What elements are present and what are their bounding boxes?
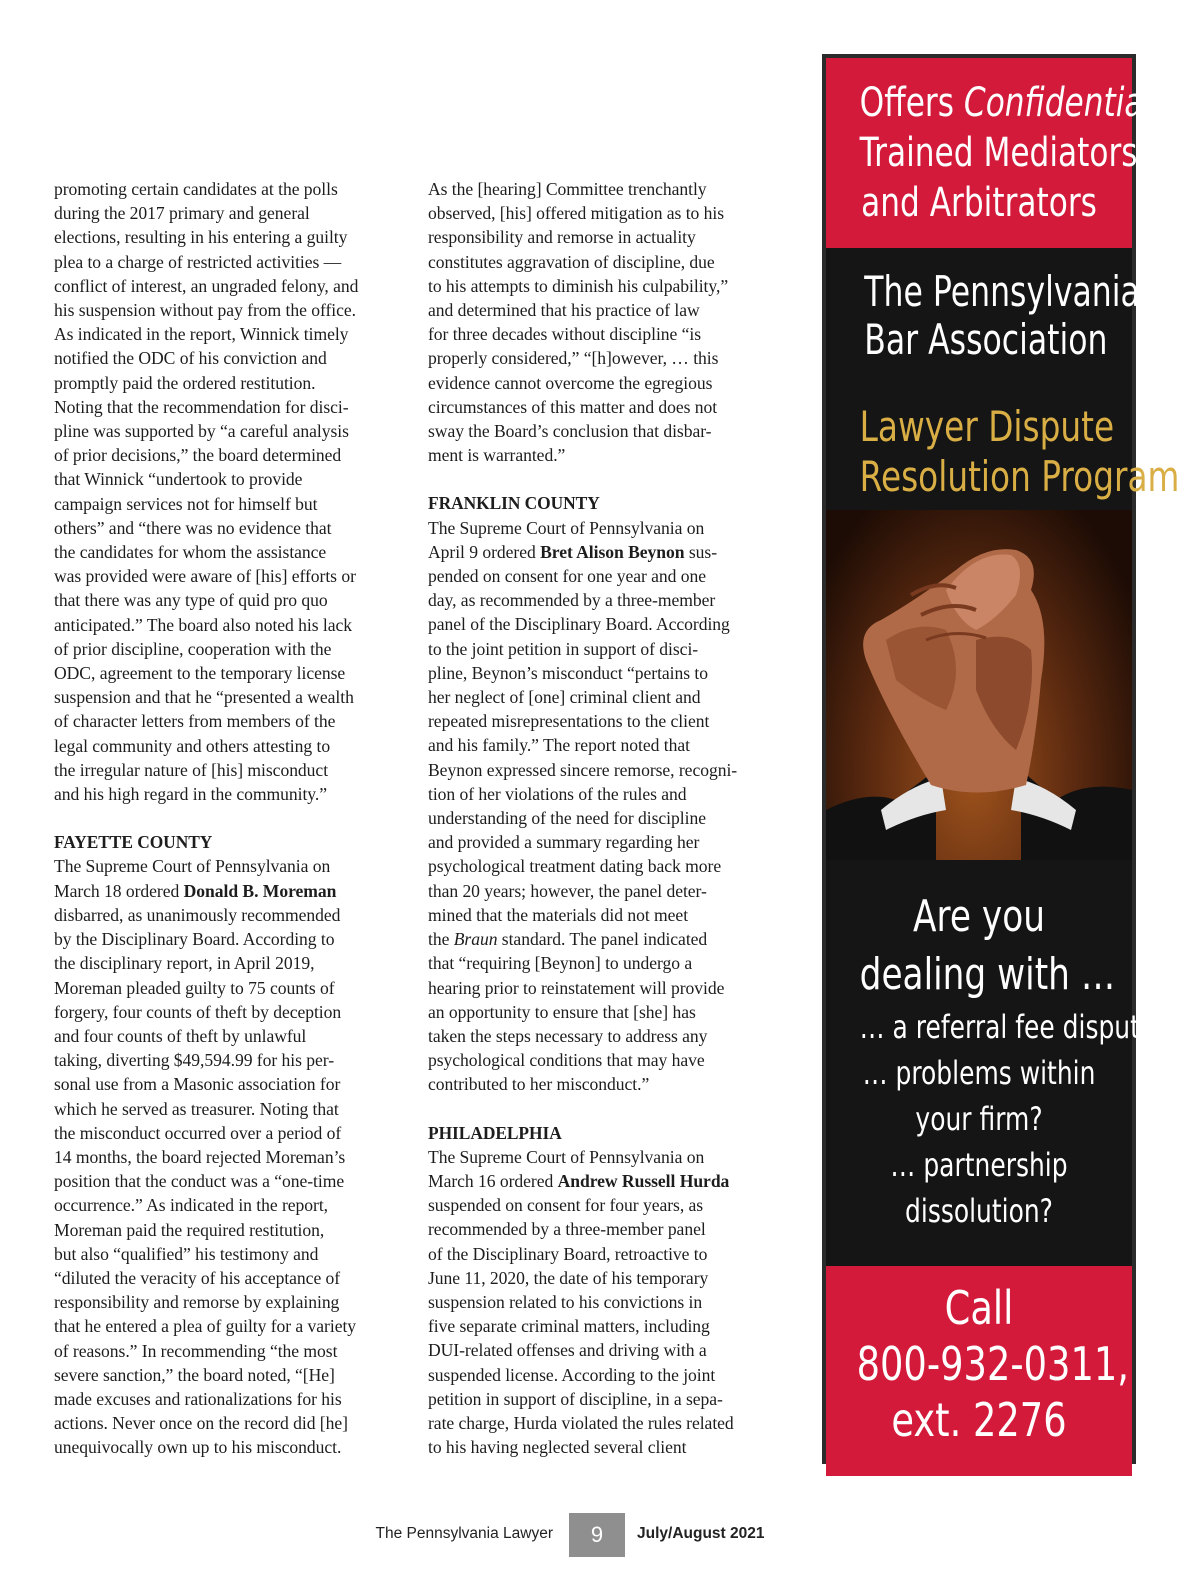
ad-call-label: Call (944, 1281, 1014, 1335)
text-line: an opportunity to ensure that [she] has (428, 1001, 696, 1022)
text-line: and provided a summary regarding her (428, 832, 700, 853)
text-line: severe sanction,” the board noted, “[He] (54, 1364, 335, 1385)
text-line: her neglect of [one] criminal client and (428, 687, 701, 708)
text-line: to his attempts to diminish his culpability,” (428, 275, 729, 296)
text-line: and his high regard in the community.” (54, 784, 328, 805)
ad-phone-extension: ext. 2276 (891, 1393, 1067, 1447)
text-line: suspended on consent for four years, as (428, 1195, 704, 1216)
ad-question-item: dissolution? (905, 1192, 1053, 1230)
text-line: made excuses and rationalizations for his (54, 1388, 342, 1409)
text-line: psychological treatment dating back more (428, 856, 722, 877)
text-line: The Supreme Court of Pennsylvania on (54, 856, 331, 877)
attorney-name: Bret Alison Beynon (540, 541, 685, 562)
text-line: constitutes aggravation of discipline, due (428, 251, 715, 272)
text-line: pline, Beynon’s misconduct “pertains to (428, 662, 708, 683)
text-line: taken the steps necessary to address any (428, 1025, 708, 1046)
text-line: suspended license. According to the joint (428, 1364, 716, 1385)
text-line: for three decades without discipline “is (428, 324, 702, 345)
text-line: pended on consent for one year and one (428, 566, 707, 587)
text-line: petition in support of discipline, in a sepa- (428, 1388, 723, 1409)
text-line: circumstances of this matter and does not (428, 396, 718, 417)
text-line: observed, [his] offered mitigation as to his (428, 203, 725, 224)
text-line: elections, resulting in his entering a guilty (54, 227, 348, 248)
text-span: March 16 ordered (428, 1170, 558, 1191)
text-line: which he served as treasurer. Noting that (54, 1098, 339, 1119)
text-line: DUI-related offenses and driving with a (428, 1340, 707, 1361)
text-line: sonal use from a Masonic association for (54, 1074, 341, 1095)
text-line: actions. Never once on the record did [he] (54, 1413, 348, 1434)
philadelphia-text (428, 1145, 773, 1460)
text-line: legal community and others attesting to (54, 735, 331, 756)
ad-program-title (826, 402, 1180, 502)
text-span: sus- (684, 541, 717, 562)
ad-headline: and Arbitrators (861, 180, 1097, 226)
text-line: recommended by a three-member panel (428, 1219, 706, 1240)
text-span: the (428, 929, 454, 950)
ad-program-line: Resolution Program (859, 452, 1180, 501)
text-line: of reasons.” In recommending “the most (54, 1340, 338, 1361)
text-line: and determined that his practice of law (428, 300, 700, 321)
text-line: pline was supported by “a careful analysis (54, 421, 349, 442)
ad-org-line: The Pennsylvania (864, 267, 1140, 316)
text-line: campaign services not for himself but (54, 493, 318, 514)
text-line: than 20 years; however, the panel deter- (428, 880, 707, 901)
ad-question-item: your firm? (915, 1100, 1043, 1138)
text-line: “diluted the veracity of his acceptance of (54, 1267, 341, 1288)
text-line: the irregular nature of [his] misconduct (54, 759, 329, 780)
text-line: but also “qualified” his testimony and (54, 1243, 319, 1264)
ad-top-banner (826, 58, 1163, 248)
text-line (428, 540, 773, 564)
page-footer (0, 1513, 1200, 1557)
ad-question-line: dealing with … (859, 949, 1116, 1000)
ad-program-line: Lawyer Dispute (859, 402, 1115, 451)
text-line: of character letters from members of the (54, 711, 336, 732)
text-line: and four counts of theft by unlawful (54, 1025, 307, 1046)
text-line: promoting certain candidates at the polls (54, 179, 338, 199)
text-line: Moreman paid the required restitution, (54, 1219, 325, 1240)
ad-headline: Trained Mediators (859, 130, 1138, 176)
text-line: of prior decisions,” the board determined (54, 445, 342, 466)
text-line: properly considered,” “[h]owever, … this (428, 348, 719, 369)
text-line (428, 1169, 773, 1193)
text-line: June 11, 2020, the date of his temporary (428, 1267, 709, 1288)
ad-question-item: … partnership (890, 1146, 1068, 1184)
text-line: repeated misrepresentations to the client (428, 711, 710, 732)
text-line: day, as recommended by a three-member (428, 590, 716, 611)
fayette-text (54, 854, 399, 1459)
text-line: during the 2017 primary and general (54, 203, 310, 224)
text-line: evidence cannot overcome the egregious (428, 372, 713, 393)
text-line: to the joint petition in support of disci- (428, 638, 699, 659)
text-line: unequivocally own up to his misconduct. (54, 1437, 342, 1458)
text-line: by the Disciplinary Board. According to (54, 929, 335, 950)
text-line: of the Disciplinary Board, retroactive to (428, 1243, 708, 1264)
text-line: that there was any type of quid pro quo (54, 590, 328, 611)
text-span: Offers (859, 80, 964, 126)
text-line: As the [hearing] Committee trenchantly (428, 179, 707, 199)
text-line: ment is warranted.” (428, 445, 566, 466)
ad-question-line: Are you (913, 891, 1045, 942)
text-line: conflict of interest, an ungraded felony, and (54, 275, 359, 296)
text-line: others” and “there was no evidence that (54, 517, 332, 538)
text-line: disbarred, as unanimously recommended (54, 904, 341, 925)
text-line: responsibility and remorse in actuality (428, 227, 696, 248)
text-line: anticipated.” The board also noted his lack (54, 614, 352, 635)
text-line: understanding of the need for discipline (428, 808, 706, 829)
text-line: hearing prior to reinstatement will provide (428, 977, 725, 998)
text-line: sway the Board’s conclusion that disbar- (428, 421, 712, 442)
text-line: his suspension without pay from the office. (54, 300, 356, 321)
column-left-intro (54, 177, 399, 806)
text-line: 14 months, the board rejected Moreman’s (54, 1146, 346, 1167)
text-line: Beynon expressed sincere remorse, recogni- (428, 759, 738, 780)
text-line: The Supreme Court of Pennsylvania on (428, 517, 705, 538)
text-line: ODC, agreement to the temporary license (54, 663, 346, 684)
text-line: panel of the Disciplinary Board. According (428, 614, 730, 635)
advertisement[interactable] (822, 54, 1180, 1464)
text-line: mined that the materials did not meet (428, 904, 689, 925)
text-line: suspension related to his convictions in (428, 1291, 703, 1312)
text-line: taking, diverting $49,594.99 for his per- (54, 1050, 335, 1071)
text-line: tion of her violations of the rules and (428, 783, 687, 804)
ad-call-banner[interactable] (826, 1266, 1132, 1476)
text-line (428, 927, 773, 951)
text-line: plea to a charge of restricted activities — (54, 251, 342, 272)
case-name: Braun (453, 929, 498, 950)
text-line: the disciplinary report, in April 2019, (54, 953, 315, 974)
text-line: As indicated in the report, Winnick timely (54, 324, 349, 345)
section-heading-fayette: FAYETTE COUNTY (54, 832, 213, 853)
text-line: of prior discipline, cooperation with the (54, 638, 332, 659)
text-span: standard. The panel indicated (497, 929, 708, 950)
text-line: that “requiring [Beynon] to undergo a (428, 953, 693, 974)
section-heading-philadelphia: PHILADELPHIA (428, 1122, 562, 1143)
clasped-hands-illustration (826, 510, 1132, 860)
text-line: five separate criminal matters, including (428, 1316, 710, 1337)
publication-name: The Pennsylvania Lawyer (375, 1525, 553, 1542)
text-line: Noting that the recommendation for disci- (54, 396, 349, 417)
text-line: that he entered a plea of guilty for a variety (54, 1316, 357, 1337)
text-line: Moreman pleaded guilty to 75 counts of (54, 977, 335, 998)
text-line: to his having neglected several client (428, 1437, 687, 1458)
text-line: and his family.” The report noted that (428, 735, 690, 756)
text-line: The Supreme Court of Pennsylvania on (428, 1146, 705, 1167)
text-line: rate charge, Hurda violated the rules related (428, 1412, 734, 1433)
text-span: March 18 ordered (54, 880, 184, 901)
text-span: Confidential, (963, 80, 1163, 126)
text-line: promptly paid the ordered restitution. (54, 372, 316, 393)
text-line: the candidates for whom the assistance (54, 542, 327, 563)
text-line: occurrence.” As indicated in the report, (54, 1195, 329, 1216)
ad-phone-number[interactable]: 800-932-0311, (856, 1337, 1129, 1391)
attorney-name: Donald B. Moreman (183, 880, 337, 901)
attorney-name: Andrew Russell Hurda (557, 1170, 730, 1191)
page-number: 9 (569, 1513, 625, 1557)
article-column-left (54, 177, 399, 1460)
text-line: suspension and that he “presented a wealth (54, 687, 354, 708)
ad-questions (826, 888, 1169, 1234)
ad-org-line: Bar Association (864, 315, 1108, 364)
text-line: contributed to her misconduct.” (428, 1074, 650, 1095)
text-line: responsibility and remorse by explaining (54, 1292, 340, 1313)
text-line: forgery, four counts of theft by deception (54, 1001, 342, 1022)
text-line: that Winnick “undertook to provide (54, 469, 303, 490)
issue-date: July/August 2021 (637, 1525, 765, 1542)
text-line: position that the conduct was a “one-time (54, 1171, 345, 1192)
text-line: notified the ODC of his conviction and (54, 348, 327, 369)
text-line (54, 879, 399, 903)
ad-question-item: … a referral fee dispute? (859, 1008, 1169, 1046)
article-column-middle (428, 177, 773, 1459)
ad-question-item: … problems within (862, 1054, 1096, 1092)
text-line: the misconduct occurred over a period of (54, 1122, 342, 1143)
ad-organization (826, 267, 1140, 364)
ad-headline (859, 78, 1163, 128)
column-middle-intro (428, 177, 773, 467)
text-line: was provided were aware of [his] efforts or (54, 566, 356, 587)
section-heading-franklin: FRANKLIN COUNTY (428, 493, 600, 514)
franklin-text (428, 516, 773, 1097)
text-line: psychological conditions that may have (428, 1050, 705, 1071)
text-span: April 9 ordered (428, 541, 541, 562)
clasped-hands-photo (826, 510, 1132, 860)
